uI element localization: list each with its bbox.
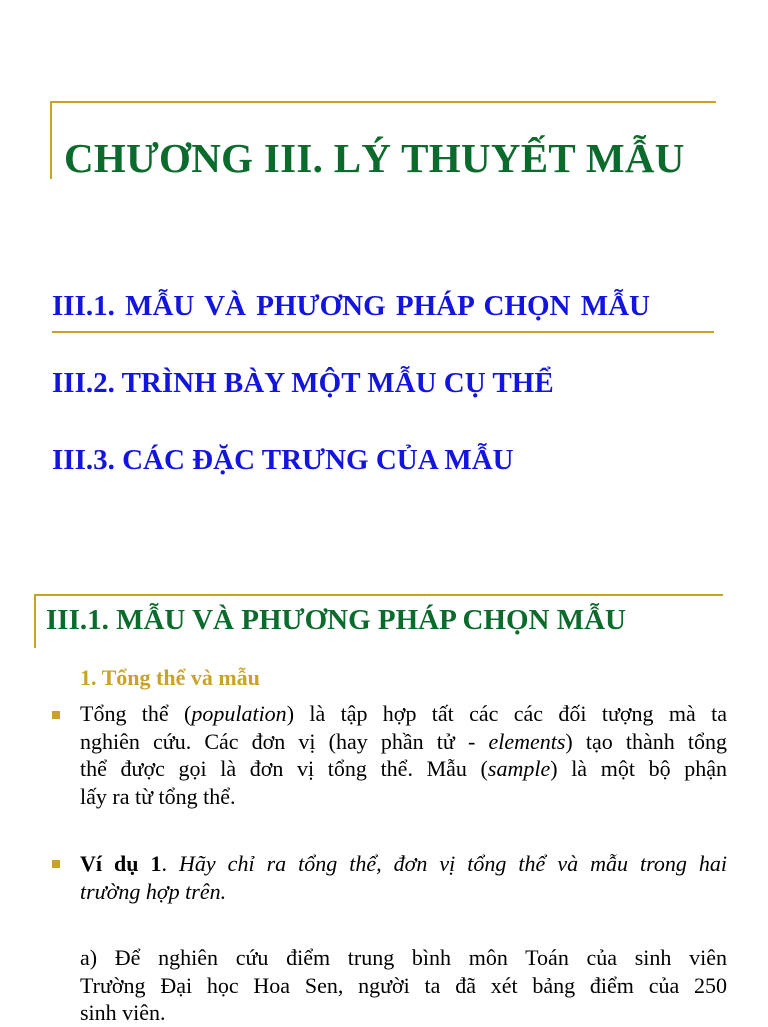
title-left-rule [50, 101, 52, 179]
title-top-rule [50, 101, 716, 103]
section-heading: III.1. MẪU VÀ PHƯƠNG PHÁP CHỌN MẪU [46, 604, 626, 636]
bullet-marker [52, 860, 60, 868]
section-top-rule [34, 594, 723, 596]
example-line: trường hợp trên. [80, 878, 227, 904]
definition-line: lấy ra từ tổng thể. [80, 783, 236, 809]
part-a-line: a) Để nghiên cứu điểm trung bình môn Toán của sinh viên [80, 945, 727, 970]
definition-line: thể được gọi là đơn vị tổng thể. Mẫu (sample) là một bộ phận [80, 756, 727, 781]
part-a-line: sinh viên. [80, 1000, 166, 1025]
section-left-rule [34, 594, 36, 648]
example-label: Ví dụ 1 [80, 851, 162, 876]
part-a-line: Trường Đại học Hoa Sen, người ta đã xét bảng điểm của 250 [80, 972, 727, 998]
example-paragraph [80, 850, 727, 905]
example-line: Ví dụ 1. Hãy chỉ ra tổng thể, đơn vị tổng thể và mẫu trong hai [80, 851, 727, 876]
definition-line: nghiên cứu. Các đơn vị (hay phần tử - elements) tạo thành tổng [80, 728, 727, 754]
toc-divider [52, 331, 714, 333]
definition-paragraph [80, 700, 727, 810]
toc-item-3: III.3. CÁC ĐẶC TRƯNG CỦA MẪU [52, 444, 514, 476]
toc-item-2: III.2. TRÌNH BÀY MỘT MẪU CỤ THỂ [52, 367, 554, 399]
bullet-marker [52, 711, 60, 719]
toc-item-1: III.1. MẪU VÀ PHƯƠNG PHÁP CHỌN MẪU [52, 290, 650, 322]
chapter-title: CHƯƠNG III. LÝ THUYẾT MẪU [64, 135, 685, 181]
part-a-paragraph [80, 944, 727, 1027]
definition-line: Tổng thể (population) là tập hợp tất các các đối tượng mà ta [80, 701, 727, 726]
subheading: 1. Tổng thể và mẫu [80, 665, 260, 690]
